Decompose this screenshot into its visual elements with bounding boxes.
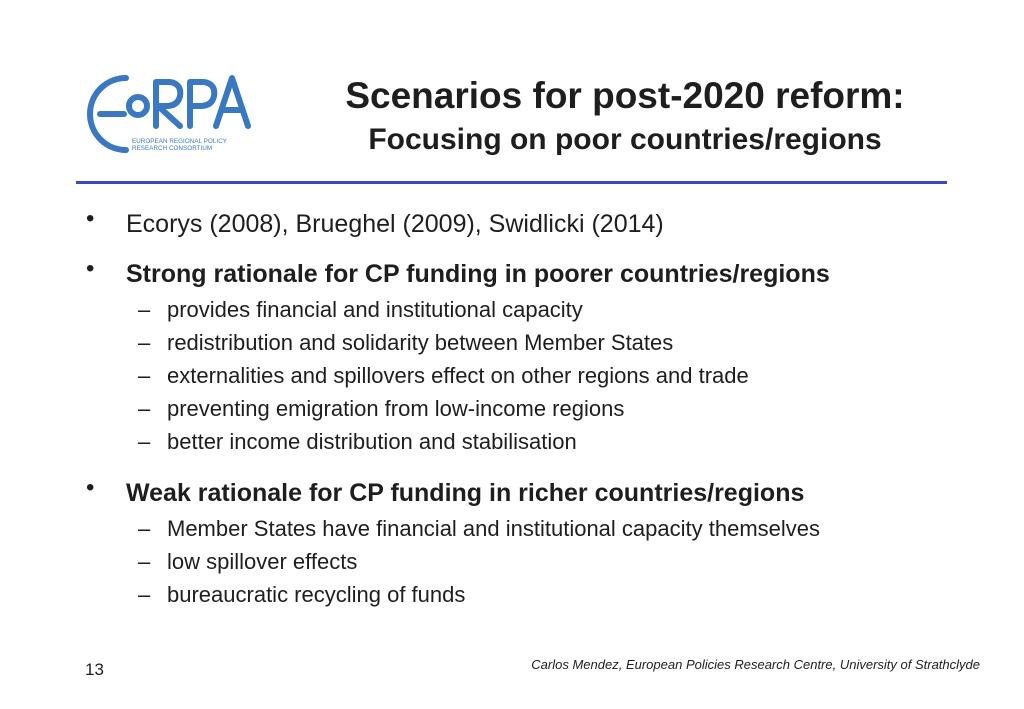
slide-header	[290, 74, 960, 160]
bullet-text: Weak rationale for CP funding in richer countries/regions	[126, 479, 805, 507]
sub-bullet-item: – redistribution and solidarity between Member States	[138, 330, 674, 355]
bullet-item	[84, 255, 984, 458]
bullet-item	[84, 474, 984, 611]
sub-bullet-item: – provides financial and institutional capacity	[138, 297, 583, 322]
sub-bullet-list	[126, 293, 984, 458]
sub-bullet-item: – better income distribution and stabilisation	[138, 429, 577, 454]
bullet-text: Ecorys (2008), Brueghel (2009), Swidlicki (2014)	[126, 210, 664, 238]
eorpa-logo	[86, 64, 256, 168]
page-number: 13	[85, 660, 104, 679]
sub-bullet-list	[126, 512, 984, 611]
sub-bullet-item: – preventing emigration from low-income regions	[138, 396, 625, 421]
bullet-list	[84, 205, 984, 611]
sub-bullet-item: – bureaucratic recycling of funds	[138, 582, 466, 607]
logo-caption: EUROPEAN REGIONAL POLICY RESEARCH CONSORTIUM	[132, 138, 228, 152]
bullet-symbol: •	[86, 255, 95, 282]
bullet-symbol: •	[86, 474, 95, 501]
sub-bullet-item: – Member States have financial and institutional capacity themselves	[138, 516, 821, 541]
bullet-text: Strong rationale for CP funding in poorer countries/regions	[126, 260, 830, 288]
slide-title: Scenarios for post-2020 reform:	[345, 75, 905, 116]
bullet-symbol: •	[86, 205, 95, 232]
sub-bullet-item: – externalities and spillovers effect on other regions and trade	[138, 363, 749, 388]
footer-credit: Carlos Mendez, European Policies Research Centre, University of Strathclyde	[531, 657, 980, 672]
bullet-item	[84, 205, 984, 243]
header-divider	[76, 181, 947, 184]
slide-subtitle: Focusing on poor countries/regions	[368, 123, 882, 156]
sub-bullet-item: – low spillover effects	[138, 549, 358, 574]
eorpa-logo-mark	[86, 64, 256, 168]
